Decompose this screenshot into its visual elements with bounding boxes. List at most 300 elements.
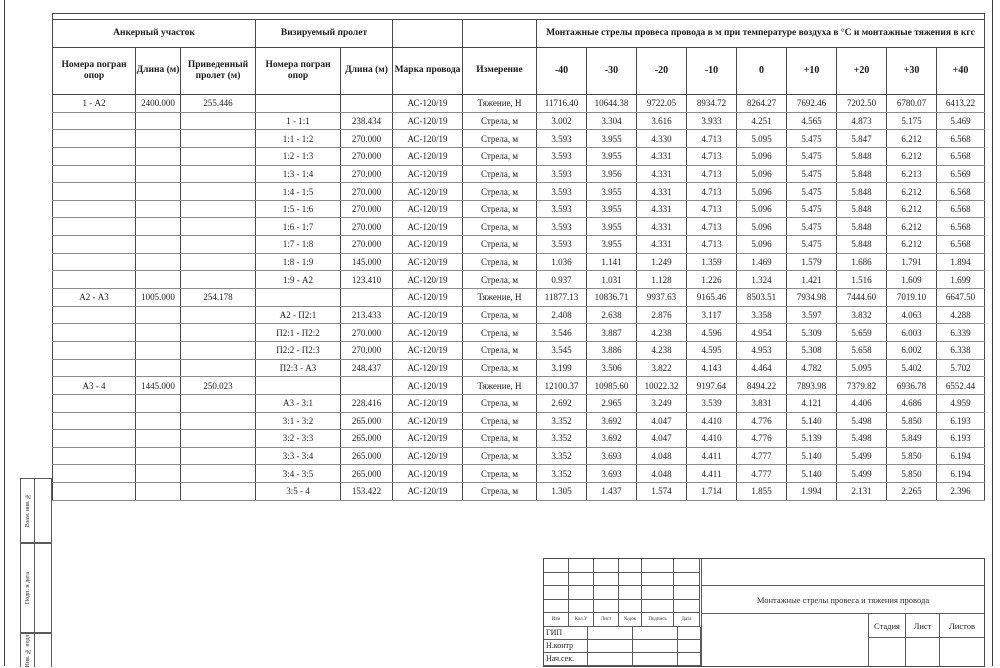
table-cell: 4.776 bbox=[737, 412, 787, 430]
table-cell: 1.516 bbox=[837, 271, 887, 289]
table-cell: 3.597 bbox=[787, 306, 837, 324]
signature-cell bbox=[633, 653, 678, 666]
table-cell: 5.849 bbox=[887, 430, 937, 448]
table-cell: 270.000 bbox=[341, 183, 393, 201]
table-cell: 4.331 bbox=[637, 200, 687, 218]
table-cell: 3.352 bbox=[537, 430, 587, 448]
table-cell: 6.338 bbox=[937, 341, 985, 359]
table-cell: 3.352 bbox=[537, 412, 587, 430]
table-row bbox=[53, 130, 985, 148]
table-cell bbox=[53, 324, 136, 342]
table-cell bbox=[136, 165, 181, 183]
table-cell: 5.096 bbox=[737, 218, 787, 236]
table-cell: 3.352 bbox=[537, 465, 587, 483]
group-header-sighted-span: Визируемый пролет bbox=[256, 20, 393, 48]
table-row bbox=[53, 147, 985, 165]
table-cell bbox=[181, 165, 256, 183]
table-cell: 6.212 bbox=[887, 130, 937, 148]
sheets-label: Листов bbox=[949, 620, 975, 631]
stage-label: Стадия bbox=[869, 614, 906, 637]
signature-cell bbox=[633, 640, 678, 653]
table-cell bbox=[136, 430, 181, 448]
signature-row bbox=[544, 627, 701, 640]
table-cell: Стрела, м bbox=[463, 165, 537, 183]
table-cell: 4.464 bbox=[737, 359, 787, 377]
table-cell bbox=[53, 306, 136, 324]
table-cell: 5.475 bbox=[787, 218, 837, 236]
table-cell: 6.212 bbox=[887, 147, 937, 165]
table-cell bbox=[181, 200, 256, 218]
table-cell: 11877.13 bbox=[537, 289, 587, 307]
table-cell: 6.193 bbox=[937, 430, 985, 448]
revision-cell bbox=[544, 573, 569, 587]
table-cell: Стрела, м bbox=[463, 236, 537, 254]
table-cell: АС-120/19 bbox=[393, 412, 463, 430]
table-cell bbox=[256, 289, 341, 307]
table-cell: 3.593 bbox=[537, 236, 587, 254]
table-cell: 238.434 bbox=[341, 112, 393, 130]
table-cell bbox=[53, 394, 136, 412]
table-cell: 5.402 bbox=[887, 359, 937, 377]
table-cell bbox=[181, 483, 256, 501]
table-cell: 3.199 bbox=[537, 359, 587, 377]
table-cell: 1.141 bbox=[587, 253, 637, 271]
table-cell: 5.095 bbox=[837, 359, 887, 377]
group-header-empty-wire bbox=[393, 20, 463, 48]
table-cell: 3.955 bbox=[587, 218, 637, 236]
signature-cell bbox=[588, 627, 633, 640]
table-cell: 1.994 bbox=[787, 483, 837, 501]
table-cell: АС-120/19 bbox=[393, 359, 463, 377]
table-cell bbox=[136, 236, 181, 254]
table-cell: 6780.07 bbox=[887, 95, 937, 113]
table-cell: 7692.46 bbox=[787, 95, 837, 113]
table-cell: П2:1 - П2:2 bbox=[256, 324, 341, 342]
table-cell: 5.096 bbox=[737, 147, 787, 165]
table-cell: 4.565 bbox=[787, 112, 837, 130]
revision-cell bbox=[569, 559, 594, 573]
table-row bbox=[53, 359, 985, 377]
table-cell: 4.954 bbox=[737, 324, 787, 342]
side-box-inv-podl bbox=[20, 633, 52, 667]
table-cell: 6.568 bbox=[937, 236, 985, 254]
table-header bbox=[53, 14, 985, 95]
table-cell: 5.096 bbox=[737, 236, 787, 254]
table-cell bbox=[181, 412, 256, 430]
signature-cell bbox=[678, 653, 701, 666]
table-cell: АС-120/19 bbox=[393, 447, 463, 465]
col-header-temp-plus10: +10 bbox=[787, 48, 837, 95]
table-cell: 265.000 bbox=[341, 412, 393, 430]
table-cell bbox=[181, 341, 256, 359]
table-cell: 5.095 bbox=[737, 130, 787, 148]
col-header-span-supports: Номера погран опор bbox=[256, 48, 341, 95]
table-cell: 265.000 bbox=[341, 465, 393, 483]
table-row bbox=[53, 165, 985, 183]
table-cell: 3.886 bbox=[587, 341, 637, 359]
table-cell: 5.140 bbox=[787, 447, 837, 465]
table-cell: 1.894 bbox=[937, 253, 985, 271]
table-cell: 1:6 - 1:7 bbox=[256, 218, 341, 236]
table-cell: 2.265 bbox=[887, 483, 937, 501]
table-cell: 5.499 bbox=[837, 447, 887, 465]
table-cell: 1.579 bbox=[787, 253, 837, 271]
table-cell: 3.616 bbox=[637, 112, 687, 130]
table-row bbox=[53, 412, 985, 430]
table-cell: 3.955 bbox=[587, 183, 637, 201]
revision-label: Изм bbox=[544, 613, 569, 627]
table-row bbox=[53, 324, 985, 342]
table-cell: Стрела, м bbox=[463, 483, 537, 501]
table-row bbox=[53, 377, 985, 395]
table-cell: 3.593 bbox=[537, 200, 587, 218]
table-cell bbox=[53, 341, 136, 359]
table-cell bbox=[136, 183, 181, 201]
table-cell: 1:4 - 1:5 bbox=[256, 183, 341, 201]
table-cell bbox=[53, 130, 136, 148]
table-cell: Стрела, м bbox=[463, 271, 537, 289]
table-cell: 2.131 bbox=[837, 483, 887, 501]
stage-sheet-header bbox=[869, 614, 984, 638]
group-header-empty-measure bbox=[463, 20, 537, 48]
col-header-temp-minus20: -20 bbox=[637, 48, 687, 95]
table-cell: 11716.40 bbox=[537, 95, 587, 113]
table-cell: 2.876 bbox=[637, 306, 687, 324]
side-box-vzam-inv bbox=[20, 478, 52, 543]
table-cell bbox=[181, 359, 256, 377]
table-cell: 3.955 bbox=[587, 147, 637, 165]
table-cell: 3.693 bbox=[587, 465, 637, 483]
table-cell: 6.194 bbox=[937, 447, 985, 465]
table-cell: 4.595 bbox=[687, 341, 737, 359]
col-header-anchor-length: Длина (м) bbox=[136, 48, 181, 95]
side-box-label-cell bbox=[21, 634, 35, 667]
table-cell: 1.226 bbox=[687, 271, 737, 289]
table-cell: 1445.000 bbox=[136, 377, 181, 395]
table-cell: 4.288 bbox=[937, 306, 985, 324]
table-cell bbox=[136, 465, 181, 483]
table-cell: АС-120/19 bbox=[393, 218, 463, 236]
table-cell: 3.117 bbox=[687, 306, 737, 324]
table-cell: 4.713 bbox=[687, 218, 737, 236]
table-cell: 6.194 bbox=[937, 465, 985, 483]
table-cell bbox=[136, 112, 181, 130]
table-cell: 7019.10 bbox=[887, 289, 937, 307]
table-cell: 6.212 bbox=[887, 200, 937, 218]
table-cell: АС-120/19 bbox=[393, 200, 463, 218]
table-row bbox=[53, 447, 985, 465]
table-cell: Стрела, м bbox=[463, 359, 537, 377]
table-cell: Стрела, м bbox=[463, 430, 537, 448]
table-cell: 1.305 bbox=[537, 483, 587, 501]
table-cell: Стрела, м bbox=[463, 465, 537, 483]
table-cell: Стрела, м bbox=[463, 200, 537, 218]
table-row bbox=[53, 289, 985, 307]
revision-cell bbox=[569, 573, 594, 587]
revision-cell bbox=[594, 573, 619, 587]
table-cell: 6.568 bbox=[937, 200, 985, 218]
revision-label: №док bbox=[619, 613, 642, 627]
table-row bbox=[53, 253, 985, 271]
table-cell: 3.546 bbox=[537, 324, 587, 342]
table-cell bbox=[53, 412, 136, 430]
revision-cell bbox=[642, 600, 674, 614]
table-cell bbox=[181, 465, 256, 483]
vzam-inv-label: Взам. инв. № bbox=[24, 493, 31, 528]
table-cell: 6.212 bbox=[887, 183, 937, 201]
table-cell: 6936.78 bbox=[887, 377, 937, 395]
table-cell: 6.568 bbox=[937, 130, 985, 148]
revision-cell bbox=[674, 586, 700, 600]
table-cell: 3.955 bbox=[587, 200, 637, 218]
table-cell: 2400.000 bbox=[136, 95, 181, 113]
table-cell: 3.955 bbox=[587, 130, 637, 148]
table-cell: 3.002 bbox=[537, 112, 587, 130]
table-cell: 4.713 bbox=[687, 147, 737, 165]
revision-label: Кол.У bbox=[569, 613, 594, 627]
table-row bbox=[53, 394, 985, 412]
table-cell: 265.000 bbox=[341, 430, 393, 448]
group-header-sag: Монтажные стрелы провеса провода в м при температуре воздуха в °С и монтажные тяжения в кгс bbox=[537, 20, 985, 48]
table-cell: 3.832 bbox=[837, 306, 887, 324]
table-cell: 3.352 bbox=[537, 447, 587, 465]
table-cell: 1:7 - 1:8 bbox=[256, 236, 341, 254]
table-cell bbox=[53, 465, 136, 483]
table-cell bbox=[53, 147, 136, 165]
revision-cell bbox=[642, 559, 674, 573]
table-cell: 4.331 bbox=[637, 165, 687, 183]
table-cell: 1.421 bbox=[787, 271, 837, 289]
table-cell: Стрела, м bbox=[463, 341, 537, 359]
col-header-temp-plus30: +30 bbox=[887, 48, 937, 95]
table-cell: 4.143 bbox=[687, 359, 737, 377]
table-row bbox=[53, 112, 985, 130]
table-row bbox=[53, 200, 985, 218]
table-row bbox=[53, 341, 985, 359]
table-cell: 3.887 bbox=[587, 324, 637, 342]
col-header-anchor-supports: Номера погран опор bbox=[53, 48, 136, 95]
table-cell: Тяжение, Н bbox=[463, 377, 537, 395]
table-cell: 1.855 bbox=[737, 483, 787, 501]
table-cell: 4.047 bbox=[637, 430, 687, 448]
table-cell: П2:2 - П2:3 bbox=[256, 341, 341, 359]
signature-cell bbox=[678, 640, 701, 653]
table-cell: 6.193 bbox=[937, 412, 985, 430]
table-cell bbox=[181, 236, 256, 254]
table-cell bbox=[181, 112, 256, 130]
table-cell: 3.692 bbox=[587, 412, 637, 430]
table-cell: Стрела, м bbox=[463, 130, 537, 148]
table-cell: 1.128 bbox=[637, 271, 687, 289]
table-cell: 4.411 bbox=[687, 447, 737, 465]
table-cell: 1.791 bbox=[887, 253, 937, 271]
table-cell: 145.000 bbox=[341, 253, 393, 271]
sheet-frame-right bbox=[992, 0, 993, 666]
table-cell bbox=[136, 271, 181, 289]
table-cell: 6647.50 bbox=[937, 289, 985, 307]
revision-label: Лист bbox=[594, 613, 619, 627]
table-cell: 1.249 bbox=[637, 253, 687, 271]
table-cell: 4.410 bbox=[687, 430, 737, 448]
table-cell bbox=[181, 183, 256, 201]
table-cell: АС-120/19 bbox=[393, 483, 463, 501]
table-cell: 7202.50 bbox=[837, 95, 887, 113]
table-cell: 254.178 bbox=[181, 289, 256, 307]
table-cell: 1.609 bbox=[887, 271, 937, 289]
col-header-temp-minus40: -40 bbox=[537, 48, 587, 95]
revision-cell bbox=[594, 600, 619, 614]
table-cell: Стрела, м bbox=[463, 447, 537, 465]
revision-cell bbox=[619, 573, 642, 587]
table-row bbox=[53, 95, 985, 113]
table-cell: 1.359 bbox=[687, 253, 737, 271]
revision-cell bbox=[619, 559, 642, 573]
table-cell bbox=[53, 359, 136, 377]
table-cell bbox=[136, 447, 181, 465]
table-cell: 6.339 bbox=[937, 324, 985, 342]
table-cell: 7934.98 bbox=[787, 289, 837, 307]
table-cell: 1.699 bbox=[937, 271, 985, 289]
table-cell: 4.238 bbox=[637, 324, 687, 342]
stage-value bbox=[869, 638, 906, 667]
table-cell: Стрела, м bbox=[463, 183, 537, 201]
table-cell: 4.251 bbox=[737, 112, 787, 130]
table-cell: А3 - 3:1 bbox=[256, 394, 341, 412]
table-cell: 5.140 bbox=[787, 465, 837, 483]
table-cell: 4.410 bbox=[687, 412, 737, 430]
table-cell: 3:4 - 3:5 bbox=[256, 465, 341, 483]
column-header-row bbox=[53, 48, 985, 95]
revision-cell bbox=[594, 559, 619, 573]
col-header-wire-brand: Марка провода bbox=[393, 48, 463, 95]
table-cell: 7444.60 bbox=[837, 289, 887, 307]
table-cell: 2.408 bbox=[537, 306, 587, 324]
table-cell: 4.713 bbox=[687, 200, 737, 218]
table-cell: Стрела, м bbox=[463, 306, 537, 324]
table-cell bbox=[53, 200, 136, 218]
title-block bbox=[543, 558, 985, 667]
table-cell: 3.593 bbox=[537, 147, 587, 165]
revision-cell bbox=[642, 573, 674, 587]
table-cell: 3.593 bbox=[537, 165, 587, 183]
col-header-temp-minus30: -30 bbox=[587, 48, 637, 95]
table-cell bbox=[136, 412, 181, 430]
sheets-value bbox=[940, 638, 984, 667]
table-cell: 5.475 bbox=[787, 183, 837, 201]
revision-cell bbox=[674, 559, 700, 573]
table-cell: 5.848 bbox=[837, 200, 887, 218]
table-cell: 5.848 bbox=[837, 183, 887, 201]
table-cell: Стрела, м bbox=[463, 147, 537, 165]
table-cell: 5.475 bbox=[787, 236, 837, 254]
table-cell bbox=[181, 253, 256, 271]
table-cell: Стрела, м bbox=[463, 253, 537, 271]
inv-podl-label: Инв. № подл. bbox=[24, 633, 31, 668]
table-cell: 3.506 bbox=[587, 359, 637, 377]
table-cell: АС-120/19 bbox=[393, 341, 463, 359]
table-cell: 3:2 - 3:3 bbox=[256, 430, 341, 448]
table-cell: 1:8 - 1:9 bbox=[256, 253, 341, 271]
table-cell: 7379.82 bbox=[837, 377, 887, 395]
table-cell: 6.212 bbox=[887, 218, 937, 236]
table-cell: 3.593 bbox=[537, 183, 587, 201]
table-cell: АС-120/19 bbox=[393, 271, 463, 289]
table-cell: 3.822 bbox=[637, 359, 687, 377]
side-box-label-cell bbox=[21, 544, 35, 632]
table-cell bbox=[136, 394, 181, 412]
table-cell: 4.713 bbox=[687, 130, 737, 148]
table-cell: 270.000 bbox=[341, 324, 393, 342]
signature-role-label: Н.контр bbox=[544, 640, 588, 653]
sheet-label: Лист bbox=[906, 614, 940, 637]
table-cell: 1:9 - А2 bbox=[256, 271, 341, 289]
table-row bbox=[53, 465, 985, 483]
table-cell: 255.446 bbox=[181, 95, 256, 113]
table-cell: АС-120/19 bbox=[393, 236, 463, 254]
table-cell: 5.659 bbox=[837, 324, 887, 342]
table-cell bbox=[136, 218, 181, 236]
table-cell: АС-120/19 bbox=[393, 289, 463, 307]
revision-cell bbox=[642, 586, 674, 600]
table-cell: 4.406 bbox=[837, 394, 887, 412]
table-cell: 1.574 bbox=[637, 483, 687, 501]
signature-cell bbox=[633, 627, 678, 640]
table-cell: 7893.98 bbox=[787, 377, 837, 395]
col-header-temp-minus10: -10 bbox=[687, 48, 737, 95]
table-cell: 4.063 bbox=[887, 306, 937, 324]
organization-cell bbox=[702, 614, 869, 667]
table-cell: 5.469 bbox=[937, 112, 985, 130]
table-cell: 6.569 bbox=[937, 165, 985, 183]
table-cell: 4.959 bbox=[937, 394, 985, 412]
table-cell: АС-120/19 bbox=[393, 430, 463, 448]
table-cell bbox=[181, 324, 256, 342]
table-cell: АС-120/19 bbox=[393, 183, 463, 201]
podp-data-label: Подп. и дата bbox=[24, 571, 31, 605]
col-header-reduced-span: Приведенный пролет (м) bbox=[181, 48, 256, 95]
stage-sheet-block bbox=[869, 614, 984, 667]
table-cell: Стрела, м bbox=[463, 324, 537, 342]
table-cell: 5.475 bbox=[787, 147, 837, 165]
table-cell: 10644.38 bbox=[587, 95, 637, 113]
signature-cell bbox=[678, 627, 701, 640]
table-cell: 3.831 bbox=[737, 394, 787, 412]
table-cell: 270.000 bbox=[341, 218, 393, 236]
signature-role-label: ГИП bbox=[544, 627, 588, 640]
table-cell: 12100.37 bbox=[537, 377, 587, 395]
table-cell: 4.782 bbox=[787, 359, 837, 377]
table-row bbox=[53, 183, 985, 201]
revision-cell bbox=[544, 586, 569, 600]
table-cell: 3.593 bbox=[537, 218, 587, 236]
table-cell: 5.848 bbox=[837, 165, 887, 183]
table-cell bbox=[341, 95, 393, 113]
table-cell: 9937.63 bbox=[637, 289, 687, 307]
table-cell: 5.096 bbox=[737, 200, 787, 218]
table-cell: АС-120/19 bbox=[393, 130, 463, 148]
table-cell bbox=[181, 271, 256, 289]
table-cell: 3.593 bbox=[537, 130, 587, 148]
table-row bbox=[53, 236, 985, 254]
table-body bbox=[53, 95, 985, 501]
table-cell bbox=[136, 324, 181, 342]
revision-cell bbox=[674, 573, 700, 587]
table-cell: 213.433 bbox=[341, 306, 393, 324]
table-cell: АС-120/19 bbox=[393, 306, 463, 324]
table-cell: 5.308 bbox=[787, 341, 837, 359]
table-cell: 10836.71 bbox=[587, 289, 637, 307]
table-cell: 5.096 bbox=[737, 183, 787, 201]
